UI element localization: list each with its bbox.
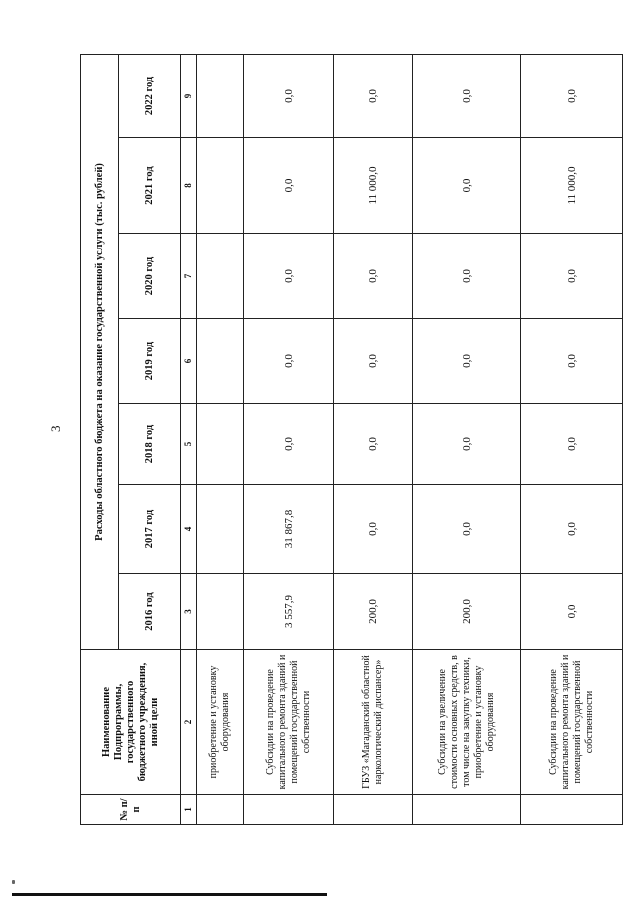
column-number: 9	[181, 54, 197, 137]
header-year: 2019 год	[119, 319, 181, 404]
column-number: 8	[181, 138, 197, 234]
row-value: 0,0	[521, 54, 623, 137]
row-value: 11 000,0	[334, 138, 413, 234]
row-value: 0,0	[521, 319, 623, 404]
row-value: 0,0	[244, 54, 334, 137]
row-value: 0,0	[244, 319, 334, 404]
row-value	[196, 485, 243, 574]
row-value: 0,0	[521, 485, 623, 574]
row-value: 0,0	[334, 404, 413, 485]
row-name: Субсидии на проведение капитального ремонта зданий и помещений государственной собственности	[521, 650, 623, 795]
row-value	[196, 138, 243, 234]
header-year: 2021 год	[119, 138, 181, 234]
row-value: 0,0	[413, 54, 521, 137]
row-value	[196, 54, 243, 137]
scan-speck	[12, 880, 15, 884]
row-value: 0,0	[413, 234, 521, 319]
scan-edge-line	[12, 893, 327, 896]
header-name: Наименование Подпрограммы, государственного бюджетного учреждения, иной цели	[81, 650, 181, 795]
row-value: 0,0	[413, 138, 521, 234]
row-value: 0,0	[413, 485, 521, 574]
table-row	[413, 54, 521, 824]
table-row	[521, 54, 623, 824]
column-number: 4	[181, 485, 197, 574]
row-value: 0,0	[521, 574, 623, 650]
row-name: Субсидии на увеличение стоимости основных средств, в том числе на закупку техники, приобретение и установку оборудования	[413, 650, 521, 795]
table-row	[196, 54, 243, 824]
page-number: 3	[48, 425, 63, 432]
row-value	[196, 574, 243, 650]
row-value	[196, 234, 243, 319]
row-value: 0,0	[413, 319, 521, 404]
header-year: 2016 год	[119, 574, 181, 650]
column-number: 2	[181, 650, 197, 795]
table-row	[334, 54, 413, 824]
row-value: 0,0	[334, 234, 413, 319]
row-value: 0,0	[244, 404, 334, 485]
column-number: 5	[181, 404, 197, 485]
row-value	[196, 319, 243, 404]
row-value	[196, 404, 243, 485]
column-number: 6	[181, 319, 197, 404]
row-num	[244, 795, 334, 825]
row-value: 3 557,9	[244, 574, 334, 650]
row-value: 0,0	[334, 54, 413, 137]
table-row	[244, 54, 334, 824]
row-value: 0,0	[413, 404, 521, 485]
header-year: 2017 год	[119, 485, 181, 574]
row-num	[196, 795, 243, 825]
row-value: 0,0	[521, 234, 623, 319]
row-value: 200,0	[334, 574, 413, 650]
header-group-title: Расходы областного бюджета на оказание государственной услуги (тыс. рублей)	[81, 54, 119, 649]
header-year: 2022 год	[119, 54, 181, 137]
row-value: 0,0	[334, 485, 413, 574]
row-num	[413, 795, 521, 825]
row-name: ГБУЗ «Магаданский областной наркологический диспансер»	[334, 650, 413, 795]
row-num	[521, 795, 623, 825]
header-year: 2018 год	[119, 404, 181, 485]
column-number: 7	[181, 234, 197, 319]
row-num	[334, 795, 413, 825]
row-value: 0,0	[521, 404, 623, 485]
row-name: приобретение и установку оборудования	[196, 650, 243, 795]
row-value: 0,0	[334, 319, 413, 404]
column-number: 1	[181, 795, 197, 825]
budget-table	[80, 54, 623, 825]
row-value: 0,0	[244, 138, 334, 234]
header-num: № п/п	[81, 795, 181, 825]
row-value: 200,0	[413, 574, 521, 650]
column-number: 3	[181, 574, 197, 650]
budget-table-container	[80, 55, 623, 825]
row-value: 0,0	[244, 234, 334, 319]
row-value: 11 000,0	[521, 138, 623, 234]
header-year: 2020 год	[119, 234, 181, 319]
row-name: Субсидии на проведение капитального ремонта зданий и помещений государственной собственности	[244, 650, 334, 795]
row-value: 31 867,8	[244, 485, 334, 574]
